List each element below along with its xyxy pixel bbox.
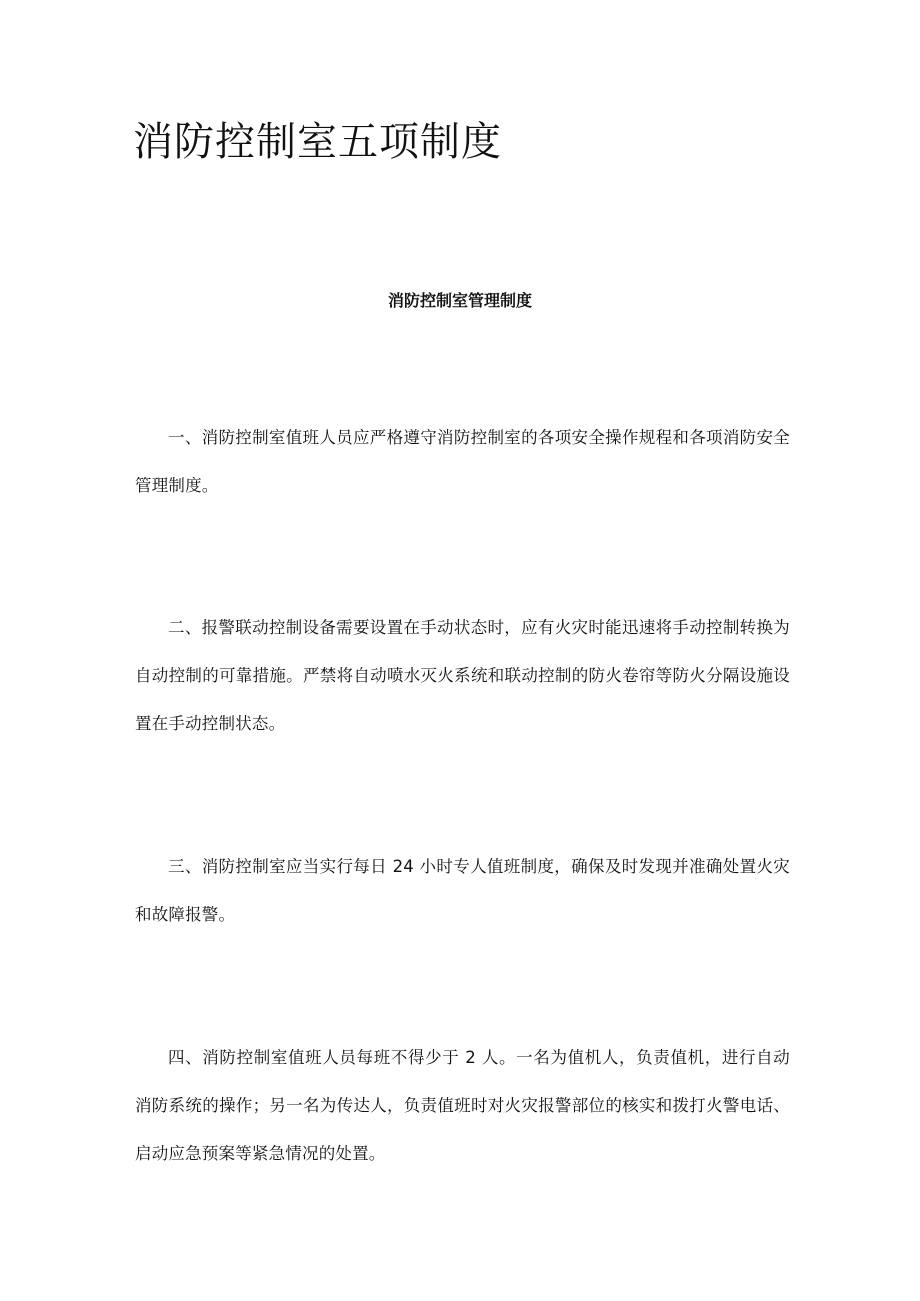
document-title: 消防控制室五项制度 <box>133 119 502 165</box>
paragraph-1: 一、消防控制室值班人员应严格遵守消防控制室的各项安全操作规程和各项消防安全管理制度。 <box>135 428 790 495</box>
paragraph-3: 三、消防控制室应当实行每日 24 小时专人值班制度，确保及时发现并准确处置火灾和故障报警。 <box>135 857 790 924</box>
section-title: 消防控制室管理制度 <box>387 291 532 310</box>
paragraph-4: 四、消防控制室值班人员每班不得少于 2 人。一名为值机人，负责值机，进行自动消防系统的操作；另一名为传达人，负责值班时对火灾报警部位的核实和拨打火警电话、启动应急预案等紧急情况的处置。 <box>135 1048 790 1163</box>
paragraph-2: 二、报警联动控制设备需要设置在手动状态时，应有火灾时能迅速将手动控制转换为自动控制的可靠措施。严禁将自动喷水灭火系统和联动控制的防火卷帘等防火分隔设施设置在手动控制状态。 <box>135 618 790 733</box>
